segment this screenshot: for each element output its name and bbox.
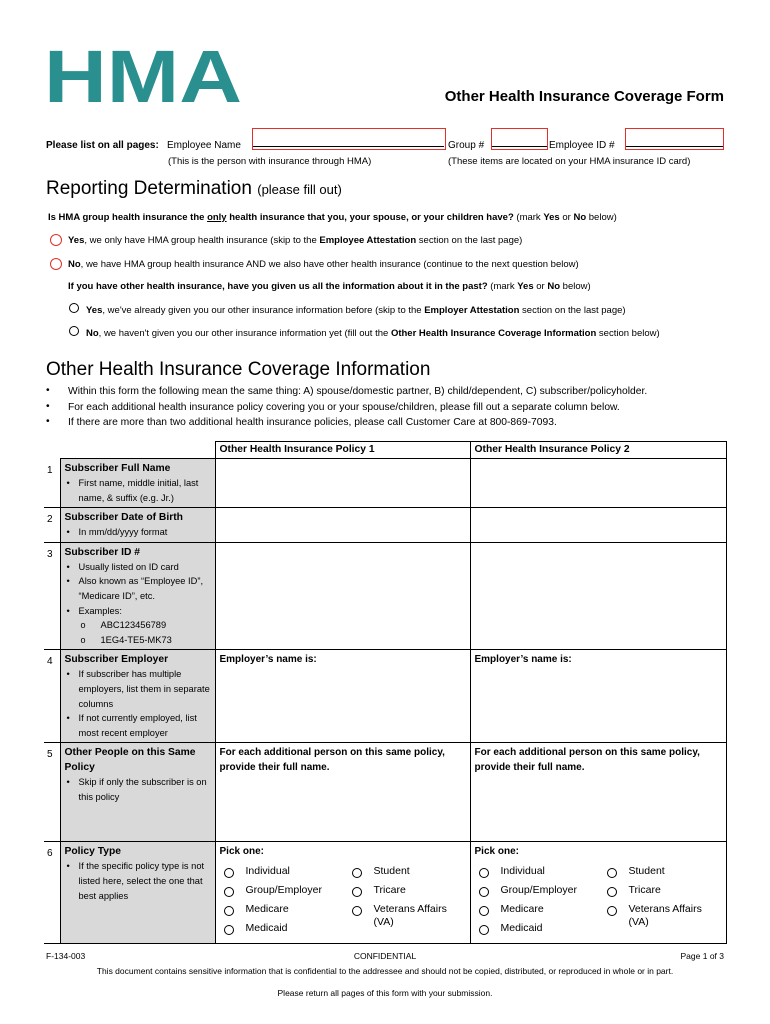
policy-2-type-options: [470, 842, 726, 944]
return-note: Please return all pages of this form with your submission.: [277, 988, 493, 998]
row-label: [60, 743, 215, 842]
policy-2-subscriber-name-field[interactable]: [470, 459, 726, 508]
option-medicaid[interactable]: Medicaid: [220, 922, 348, 941]
policy-1-employer-field[interactable]: [215, 650, 470, 743]
q1-no-label: No, we have HMA group health insurance AND we also have other health insurance (continue to the next question below): [68, 259, 579, 270]
radio-icon[interactable]: [352, 887, 362, 897]
row-title: Subscriber Employer: [64, 654, 169, 666]
radio-icon[interactable]: [224, 906, 234, 916]
header-spacer: [44, 442, 60, 459]
row-label: [60, 459, 215, 508]
example-item: o ABC123456789: [65, 618, 211, 633]
row-label: [60, 650, 215, 743]
policy-1-dob-field[interactable]: [215, 508, 470, 543]
row-label: [60, 542, 215, 650]
page-number: Page 1 of 3: [680, 951, 724, 961]
other-people-label: For each additional person on this same policy, provide their full name.: [219, 747, 445, 774]
radio-icon[interactable]: [224, 925, 234, 935]
option-individual[interactable]: Individual: [475, 865, 603, 884]
radio-icon[interactable]: [479, 925, 489, 935]
table-row: [44, 842, 726, 944]
table-row: [44, 459, 726, 508]
option-group-employer[interactable]: Group/Employer: [475, 884, 603, 903]
ids-note: (These items are located on your HMA insurance ID card): [448, 156, 691, 167]
table-row: [44, 743, 726, 842]
group-label: Group #: [448, 140, 485, 151]
employee-id-field[interactable]: [625, 128, 724, 150]
row-title: Subscriber Date of Birth: [64, 512, 183, 524]
option-medicare[interactable]: Medicare: [475, 903, 603, 922]
q1-yes-label: Yes, we only have HMA group health insurance (skip to the Employee Attestation section on the last page): [68, 235, 523, 246]
pick-one-label: Pick one:: [474, 846, 519, 858]
row-hint: • In mm/dd/yyyy format: [65, 525, 211, 540]
option-tricare[interactable]: Tricare: [348, 884, 468, 903]
option-tricare[interactable]: Tricare: [603, 884, 723, 903]
row-label: [60, 842, 215, 944]
table-row: [44, 650, 726, 743]
form-title: Other Health Insurance Coverage Form: [444, 88, 724, 105]
q2-yes-label: Yes, we've already given you our other insurance information before (skip to the Employer Attestation section on the last page): [86, 305, 626, 316]
confidentiality-notice: This document contains sensitive information that is confidential to the addressee and should not be copied, distributed, or reproduced in whole or in part.: [96, 966, 674, 976]
logo-text: HMA: [44, 46, 242, 104]
coverage-instructions: [46, 386, 647, 433]
employee-id-label: Employee ID #: [549, 140, 615, 151]
question-2: If you have other health insurance, have you given us all the information about it in the past? (mark Yes or No below): [68, 281, 591, 292]
employee-name-note: (This is the person with insurance through HMA): [168, 156, 372, 167]
row-number: 6: [44, 842, 60, 944]
row-hint: • Usually listed on ID card: [65, 560, 211, 575]
other-people-label: For each additional person on this same policy, provide their full name.: [474, 747, 700, 774]
row-hint: • Also known as “Employee ID”, “Medicare ID”, etc.: [65, 574, 211, 603]
header-spacer: [60, 442, 215, 459]
q2-no-radio[interactable]: [69, 326, 79, 336]
employer-label: Employer’s name is:: [219, 654, 317, 666]
row-label: [60, 508, 215, 543]
row-hint: • Skip if only the subscriber is on this policy: [65, 775, 211, 804]
row-number: 1: [44, 459, 60, 508]
employee-name-label: Employee Name: [167, 140, 241, 151]
form-code: F-134-003: [46, 951, 86, 961]
option-veterans-affairs[interactable]: Veterans Affairs (VA): [603, 903, 723, 922]
policy-2-other-people-field[interactable]: [470, 743, 726, 842]
employee-name-field[interactable]: [252, 128, 446, 150]
option-individual[interactable]: Individual: [220, 865, 348, 884]
policy-1-header: Other Health Insurance Policy 1: [215, 442, 470, 459]
radio-icon[interactable]: [224, 868, 234, 878]
radio-icon[interactable]: [607, 887, 617, 897]
radio-icon[interactable]: [607, 868, 617, 878]
policy-1-subscriber-id-field[interactable]: [215, 542, 470, 650]
table-header-row: [44, 442, 726, 459]
row-number: 5: [44, 743, 60, 842]
row-hint: • If subscriber has multiple employers, list them in separate columns: [65, 667, 211, 711]
q1-yes-radio[interactable]: [50, 234, 62, 246]
row-hint: • If the specific policy type is not listed here, select the one that best applies: [65, 859, 211, 903]
option-group-employer[interactable]: Group/Employer: [220, 884, 348, 903]
row-number: 4: [44, 650, 60, 743]
question-1: Is HMA group health insurance the only health insurance that you, your spouse, or your children have? (mark Yes or No below): [48, 212, 617, 223]
option-veterans-affairs[interactable]: Veterans Affairs (VA): [348, 903, 468, 922]
example-item: o 1EG4-TE5-MK73: [65, 633, 211, 648]
instruction-item: • For each additional health insurance policy covering you or your spouse/children, please fill out a separate column below.: [46, 402, 647, 418]
id-line-lead: Please list on all pages:: [46, 140, 159, 151]
policy-1-type-options: [215, 842, 470, 944]
radio-icon[interactable]: [352, 906, 362, 916]
q1-no-radio[interactable]: [50, 258, 62, 270]
pick-one-label: Pick one:: [219, 846, 264, 858]
row-number: 3: [44, 542, 60, 650]
option-student[interactable]: Student: [603, 865, 723, 884]
group-field[interactable]: [491, 128, 548, 150]
row-title: Other People on this Same Policy: [64, 747, 196, 774]
radio-icon[interactable]: [479, 887, 489, 897]
instruction-item: • If there are more than two additional health insurance policies, please call Customer Care at 800-869-7093.: [46, 417, 647, 433]
employer-label: Employer’s name is:: [474, 654, 572, 666]
table-row: [44, 542, 726, 650]
row-number: 2: [44, 508, 60, 543]
row-title: Subscriber ID #: [64, 546, 141, 558]
policy-2-dob-field[interactable]: [470, 508, 726, 543]
radio-icon[interactable]: [479, 868, 489, 878]
radio-icon[interactable]: [479, 906, 489, 916]
radio-icon[interactable]: [352, 868, 362, 878]
confidential-label: CONFIDENTIAL: [353, 951, 417, 961]
radio-icon[interactable]: [224, 887, 234, 897]
instruction-item: • Within this form the following mean the same thing: A) spouse/domestic partner, B) child/dependent, C) subscriber/policyholder.: [46, 386, 647, 402]
policy-2-subscriber-id-field[interactable]: [470, 542, 726, 650]
row-title: Subscriber Full Name: [64, 463, 171, 474]
radio-icon[interactable]: [607, 906, 617, 916]
table-row: [44, 508, 726, 543]
coverage-table: [44, 441, 727, 944]
q2-yes-radio[interactable]: [69, 303, 79, 313]
row-hint: • First name, middle initial, last name, & suffix (e.g. Jr.): [65, 476, 211, 505]
policy-1-subscriber-name-field[interactable]: [215, 459, 470, 508]
coverage-heading: Other Health Insurance Coverage Information: [46, 359, 431, 380]
policy-1-other-people-field[interactable]: [215, 743, 470, 842]
row-hint: • Examples:: [65, 604, 211, 619]
row-title: Policy Type: [64, 846, 121, 858]
row-hint: • If not currently employed, list most recent employer: [65, 711, 211, 740]
reporting-heading: Reporting Determination (please fill out): [46, 178, 342, 199]
option-medicare[interactable]: Medicare: [220, 903, 348, 922]
option-student[interactable]: Student: [348, 865, 468, 884]
q2-no-label: No, we haven't given you our other insurance information yet (fill out the Other Health Insurance Coverage Information section below): [86, 328, 660, 339]
option-medicaid[interactable]: Medicaid: [475, 922, 603, 941]
policy-2-header: Other Health Insurance Policy 2: [470, 442, 726, 459]
policy-2-employer-field[interactable]: [470, 650, 726, 743]
